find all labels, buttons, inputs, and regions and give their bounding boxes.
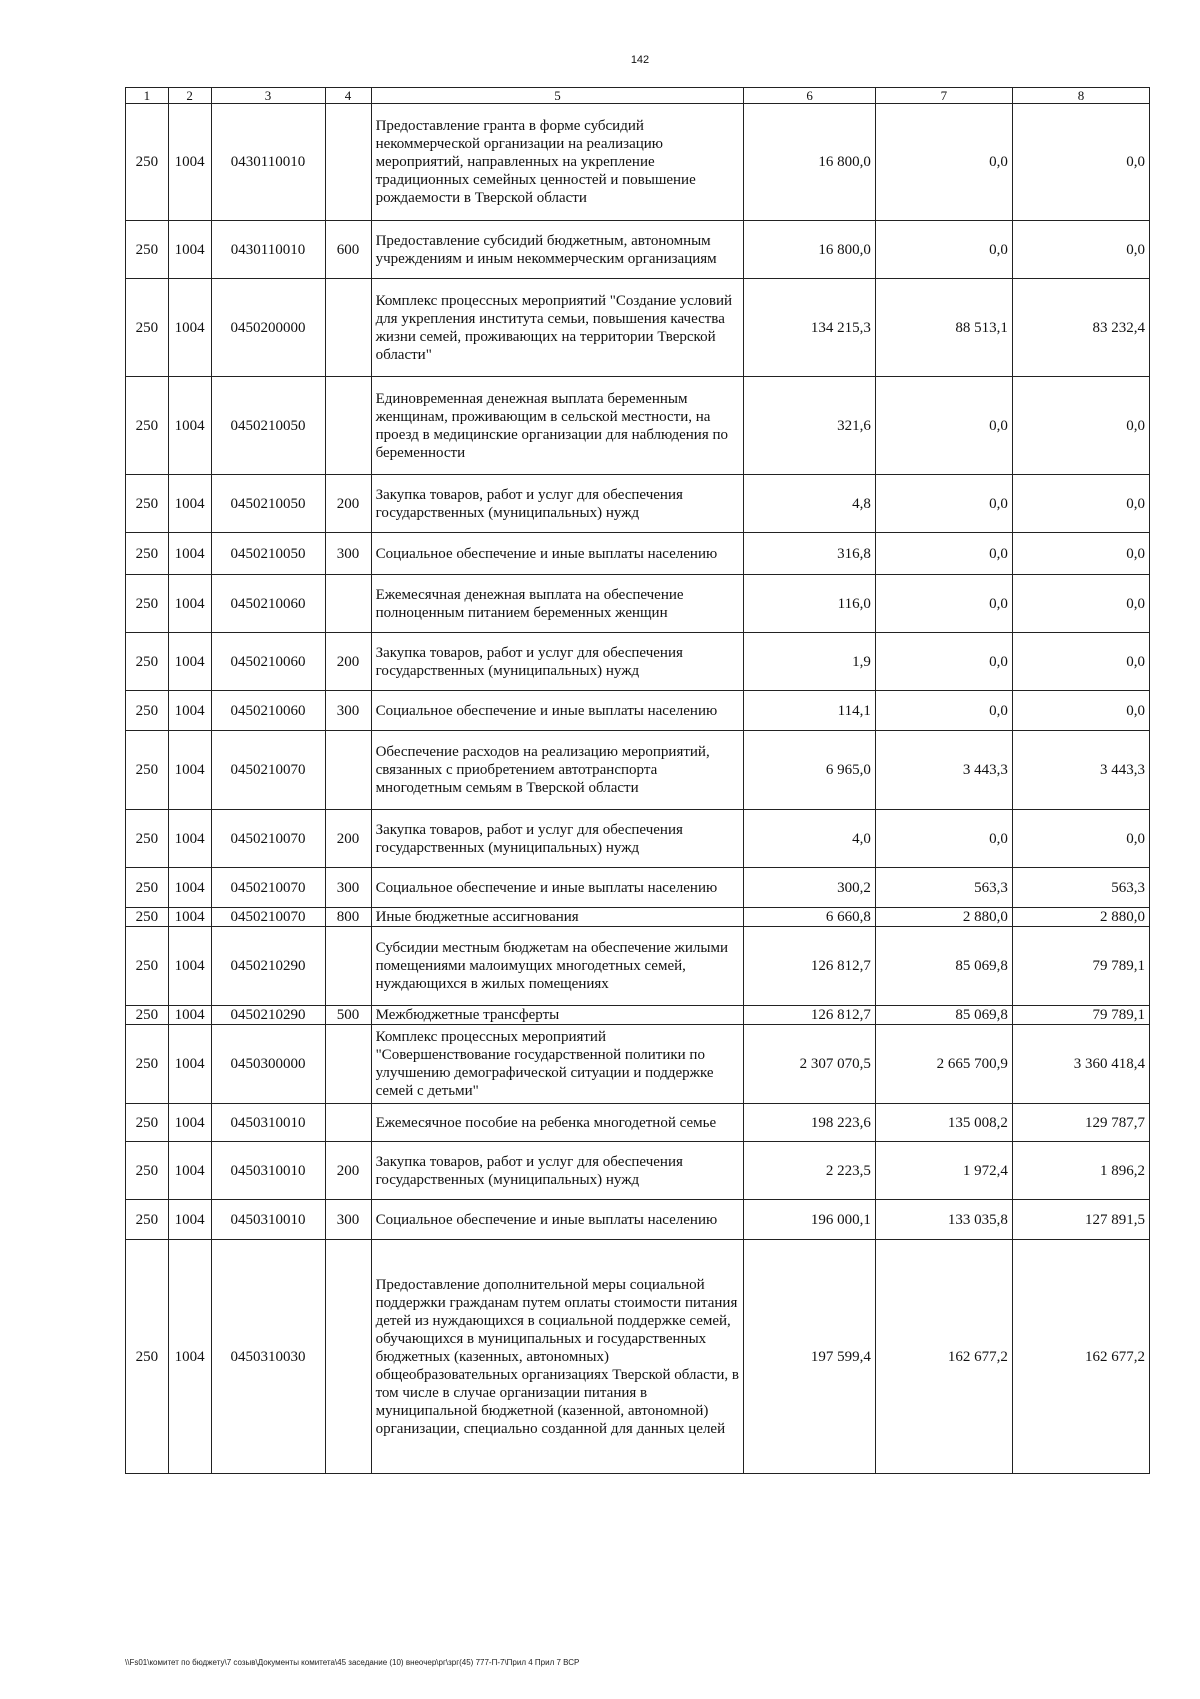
cell-target-article: 0450310010	[211, 1104, 325, 1142]
column-number: 8	[1012, 88, 1149, 104]
table-row	[126, 633, 1150, 691]
cell-amount-year1: 126 812,7	[744, 927, 876, 1006]
cell-section: 1004	[168, 1240, 211, 1474]
cell-expense-type	[325, 1240, 371, 1474]
cell-amount-year2: 0,0	[875, 810, 1012, 868]
cell-amount-year3: 0,0	[1012, 691, 1149, 731]
cell-amount-year2: 135 008,2	[875, 1104, 1012, 1142]
cell-grbs: 250	[126, 810, 169, 868]
cell-amount-year3: 127 891,5	[1012, 1200, 1149, 1240]
cell-amount-year1: 114,1	[744, 691, 876, 731]
footer-file-path: \\Fs01\комитет по бюджету\7 созыв\Документы комитета\45 заседание (10) внеочер\рг\зрг(45) 777-П-7\Прил 4 Прил 7 ВСР	[125, 1658, 580, 1667]
cell-amount-year3: 0,0	[1012, 377, 1149, 475]
cell-description: Закупка товаров, работ и услуг для обеспечения государственных (муниципальных) нужд	[371, 475, 744, 533]
cell-grbs: 250	[126, 1200, 169, 1240]
cell-amount-year3: 162 677,2	[1012, 1240, 1149, 1474]
cell-expense-type: 800	[325, 908, 371, 927]
cell-target-article: 0450210050	[211, 377, 325, 475]
cell-section: 1004	[168, 868, 211, 908]
cell-target-article: 0450210290	[211, 927, 325, 1006]
column-number-row	[126, 88, 1150, 104]
cell-description: Закупка товаров, работ и услуг для обеспечения государственных (муниципальных) нужд	[371, 633, 744, 691]
cell-grbs: 250	[126, 927, 169, 1006]
cell-amount-year1: 300,2	[744, 868, 876, 908]
cell-description: Субсидии местным бюджетам на обеспечение жилыми помещениями малоимущих многодетных семей, нуждающихся в жилых помещениях	[371, 927, 744, 1006]
cell-amount-year2: 1 972,4	[875, 1142, 1012, 1200]
cell-grbs: 250	[126, 868, 169, 908]
cell-section: 1004	[168, 633, 211, 691]
cell-amount-year2: 2 880,0	[875, 908, 1012, 927]
cell-amount-year3: 2 880,0	[1012, 908, 1149, 927]
cell-target-article: 0430110010	[211, 104, 325, 221]
table-row	[126, 279, 1150, 377]
cell-amount-year2: 0,0	[875, 104, 1012, 221]
page-number: 142	[630, 54, 650, 66]
cell-section: 1004	[168, 908, 211, 927]
cell-section: 1004	[168, 731, 211, 810]
cell-description: Предоставление субсидий бюджетным, автономным учреждениям и иным некоммерческим организациям	[371, 221, 744, 279]
cell-expense-type: 200	[325, 633, 371, 691]
cell-expense-type	[325, 731, 371, 810]
cell-description: Обеспечение расходов на реализацию мероприятий, связанных с приобретением автотранспорта многодетным семьям в Тверской области	[371, 731, 744, 810]
cell-target-article: 0450310010	[211, 1200, 325, 1240]
cell-section: 1004	[168, 533, 211, 575]
cell-grbs: 250	[126, 377, 169, 475]
cell-amount-year1: 4,8	[744, 475, 876, 533]
cell-description: Единовременная денежная выплата беременным женщинам, проживающим в сельской местности, на проезд в медицинские организации для наблюдения по беременности	[371, 377, 744, 475]
cell-target-article: 0450210060	[211, 575, 325, 633]
cell-target-article: 0450310010	[211, 1142, 325, 1200]
table-row	[126, 575, 1150, 633]
cell-amount-year2: 85 069,8	[875, 1006, 1012, 1025]
cell-amount-year1: 6 965,0	[744, 731, 876, 810]
cell-amount-year3: 563,3	[1012, 868, 1149, 908]
cell-section: 1004	[168, 1142, 211, 1200]
cell-expense-type	[325, 377, 371, 475]
cell-expense-type	[325, 927, 371, 1006]
cell-amount-year2: 0,0	[875, 533, 1012, 575]
cell-description: Ежемесячное пособие на ребенка многодетной семье	[371, 1104, 744, 1142]
table-row	[126, 1240, 1150, 1474]
table-row	[126, 1025, 1150, 1104]
cell-amount-year1: 2 223,5	[744, 1142, 876, 1200]
table-row	[126, 731, 1150, 810]
cell-section: 1004	[168, 927, 211, 1006]
cell-amount-year2: 162 677,2	[875, 1240, 1012, 1474]
cell-amount-year3: 79 789,1	[1012, 927, 1149, 1006]
cell-amount-year3: 0,0	[1012, 104, 1149, 221]
cell-target-article: 0450300000	[211, 1025, 325, 1104]
cell-amount-year1: 126 812,7	[744, 1006, 876, 1025]
column-number: 1	[126, 88, 169, 104]
cell-expense-type: 300	[325, 691, 371, 731]
cell-expense-type	[325, 575, 371, 633]
cell-amount-year1: 134 215,3	[744, 279, 876, 377]
cell-amount-year3: 0,0	[1012, 575, 1149, 633]
cell-amount-year1: 6 660,8	[744, 908, 876, 927]
cell-grbs: 250	[126, 1006, 169, 1025]
cell-target-article: 0450210070	[211, 731, 325, 810]
cell-grbs: 250	[126, 691, 169, 731]
cell-section: 1004	[168, 279, 211, 377]
cell-section: 1004	[168, 377, 211, 475]
cell-expense-type: 300	[325, 1200, 371, 1240]
cell-description: Закупка товаров, работ и услуг для обеспечения государственных (муниципальных) нужд	[371, 1142, 744, 1200]
cell-target-article: 0450210050	[211, 533, 325, 575]
cell-grbs: 250	[126, 475, 169, 533]
cell-expense-type: 500	[325, 1006, 371, 1025]
table-row	[126, 927, 1150, 1006]
cell-target-article: 0450210070	[211, 868, 325, 908]
cell-section: 1004	[168, 691, 211, 731]
table-row	[126, 868, 1150, 908]
cell-expense-type: 600	[325, 221, 371, 279]
table-row	[126, 1104, 1150, 1142]
cell-target-article: 0450210070	[211, 908, 325, 927]
table-row	[126, 1142, 1150, 1200]
cell-amount-year3: 0,0	[1012, 221, 1149, 279]
cell-amount-year2: 563,3	[875, 868, 1012, 908]
cell-expense-type: 200	[325, 1142, 371, 1200]
table-row	[126, 908, 1150, 927]
table-body	[126, 104, 1150, 1474]
cell-description: Комплекс процессных мероприятий "Совершенствование государственной политики по улучшению демографической ситуации и поддержке семей с детьми"	[371, 1025, 744, 1104]
table-row	[126, 1006, 1150, 1025]
cell-amount-year3: 83 232,4	[1012, 279, 1149, 377]
cell-target-article: 0450200000	[211, 279, 325, 377]
cell-grbs: 250	[126, 575, 169, 633]
cell-grbs: 250	[126, 221, 169, 279]
table-row	[126, 377, 1150, 475]
cell-description: Предоставление гранта в форме субсидий некоммерческой организации на реализацию мероприятий, направленных на укрепление традиционных семейных ценностей и повышение рождаемости в Тверской области	[371, 104, 744, 221]
cell-amount-year1: 1,9	[744, 633, 876, 691]
cell-grbs: 250	[126, 908, 169, 927]
cell-amount-year1: 2 307 070,5	[744, 1025, 876, 1104]
cell-amount-year3: 3 443,3	[1012, 731, 1149, 810]
table-row	[126, 104, 1150, 221]
cell-section: 1004	[168, 575, 211, 633]
cell-description: Межбюджетные трансферты	[371, 1006, 744, 1025]
cell-description: Закупка товаров, работ и услуг для обеспечения государственных (муниципальных) нужд	[371, 810, 744, 868]
cell-amount-year2: 0,0	[875, 377, 1012, 475]
cell-amount-year2: 0,0	[875, 575, 1012, 633]
cell-section: 1004	[168, 475, 211, 533]
table-row	[126, 691, 1150, 731]
cell-amount-year1: 198 223,6	[744, 1104, 876, 1142]
cell-grbs: 250	[126, 104, 169, 221]
cell-grbs: 250	[126, 1240, 169, 1474]
cell-expense-type: 200	[325, 810, 371, 868]
table-header	[126, 88, 1150, 104]
cell-expense-type: 300	[325, 868, 371, 908]
cell-section: 1004	[168, 1104, 211, 1142]
cell-amount-year2: 2 665 700,9	[875, 1025, 1012, 1104]
cell-description: Комплекс процессных мероприятий "Создание условий для укрепления института семьи, повышения качества жизни семей, проживающих на территории Тверской области"	[371, 279, 744, 377]
cell-description: Социальное обеспечение и иные выплаты населению	[371, 533, 744, 575]
cell-amount-year3: 0,0	[1012, 810, 1149, 868]
cell-amount-year3: 0,0	[1012, 633, 1149, 691]
cell-amount-year2: 0,0	[875, 221, 1012, 279]
cell-section: 1004	[168, 1200, 211, 1240]
cell-grbs: 250	[126, 1104, 169, 1142]
cell-expense-type	[325, 279, 371, 377]
cell-section: 1004	[168, 221, 211, 279]
cell-amount-year1: 196 000,1	[744, 1200, 876, 1240]
table-row	[126, 475, 1150, 533]
cell-amount-year3: 0,0	[1012, 475, 1149, 533]
cell-target-article: 0450210060	[211, 691, 325, 731]
table-row	[126, 221, 1150, 279]
cell-grbs: 250	[126, 533, 169, 575]
cell-amount-year2: 0,0	[875, 691, 1012, 731]
cell-description: Предоставление дополнительной меры социальной поддержки гражданам путем оплаты стоимости питания детей из нуждающихся в социальной поддержке семей, обучающихся в муниципальных и государственных бюджетных (казенных, автономных) общеобразовательных организациях Тверской области, в том числе в случае организации питания в муниципальной бюджетной (казенной, автономной) организации, специально созданной для данных целей	[371, 1240, 744, 1474]
cell-amount-year2: 3 443,3	[875, 731, 1012, 810]
table-row	[126, 533, 1150, 575]
cell-amount-year3: 79 789,1	[1012, 1006, 1149, 1025]
cell-grbs: 250	[126, 1025, 169, 1104]
cell-grbs: 250	[126, 1142, 169, 1200]
cell-grbs: 250	[126, 279, 169, 377]
cell-amount-year3: 0,0	[1012, 533, 1149, 575]
cell-amount-year3: 3 360 418,4	[1012, 1025, 1149, 1104]
cell-description: Социальное обеспечение и иные выплаты населению	[371, 691, 744, 731]
cell-amount-year3: 1 896,2	[1012, 1142, 1149, 1200]
table-row	[126, 1200, 1150, 1240]
cell-description: Ежемесячная денежная выплата на обеспечение полноценным питанием беременных женщин	[371, 575, 744, 633]
cell-target-article: 0450210060	[211, 633, 325, 691]
cell-description: Социальное обеспечение и иные выплаты населению	[371, 1200, 744, 1240]
table-row	[126, 810, 1150, 868]
cell-grbs: 250	[126, 731, 169, 810]
cell-expense-type: 300	[325, 533, 371, 575]
cell-amount-year2: 88 513,1	[875, 279, 1012, 377]
cell-amount-year1: 16 800,0	[744, 221, 876, 279]
cell-target-article: 0450210070	[211, 810, 325, 868]
cell-amount-year1: 16 800,0	[744, 104, 876, 221]
cell-amount-year1: 316,8	[744, 533, 876, 575]
cell-section: 1004	[168, 104, 211, 221]
cell-section: 1004	[168, 1025, 211, 1104]
cell-target-article: 0450210050	[211, 475, 325, 533]
cell-section: 1004	[168, 1006, 211, 1025]
cell-amount-year1: 197 599,4	[744, 1240, 876, 1474]
cell-amount-year1: 321,6	[744, 377, 876, 475]
cell-expense-type: 200	[325, 475, 371, 533]
budget-table	[125, 87, 1150, 1474]
cell-description: Иные бюджетные ассигнования	[371, 908, 744, 927]
cell-amount-year2: 0,0	[875, 475, 1012, 533]
cell-expense-type	[325, 104, 371, 221]
cell-target-article: 0430110010	[211, 221, 325, 279]
column-number: 5	[371, 88, 744, 104]
cell-amount-year2: 0,0	[875, 633, 1012, 691]
column-number: 4	[325, 88, 371, 104]
cell-target-article: 0450210290	[211, 1006, 325, 1025]
cell-amount-year1: 116,0	[744, 575, 876, 633]
cell-description: Социальное обеспечение и иные выплаты населению	[371, 868, 744, 908]
column-number: 6	[744, 88, 876, 104]
cell-amount-year3: 129 787,7	[1012, 1104, 1149, 1142]
cell-expense-type	[325, 1104, 371, 1142]
column-number: 3	[211, 88, 325, 104]
cell-amount-year2: 133 035,8	[875, 1200, 1012, 1240]
cell-amount-year1: 4,0	[744, 810, 876, 868]
cell-amount-year2: 85 069,8	[875, 927, 1012, 1006]
cell-section: 1004	[168, 810, 211, 868]
column-number: 2	[168, 88, 211, 104]
cell-expense-type	[325, 1025, 371, 1104]
column-number: 7	[875, 88, 1012, 104]
cell-target-article: 0450310030	[211, 1240, 325, 1474]
cell-grbs: 250	[126, 633, 169, 691]
